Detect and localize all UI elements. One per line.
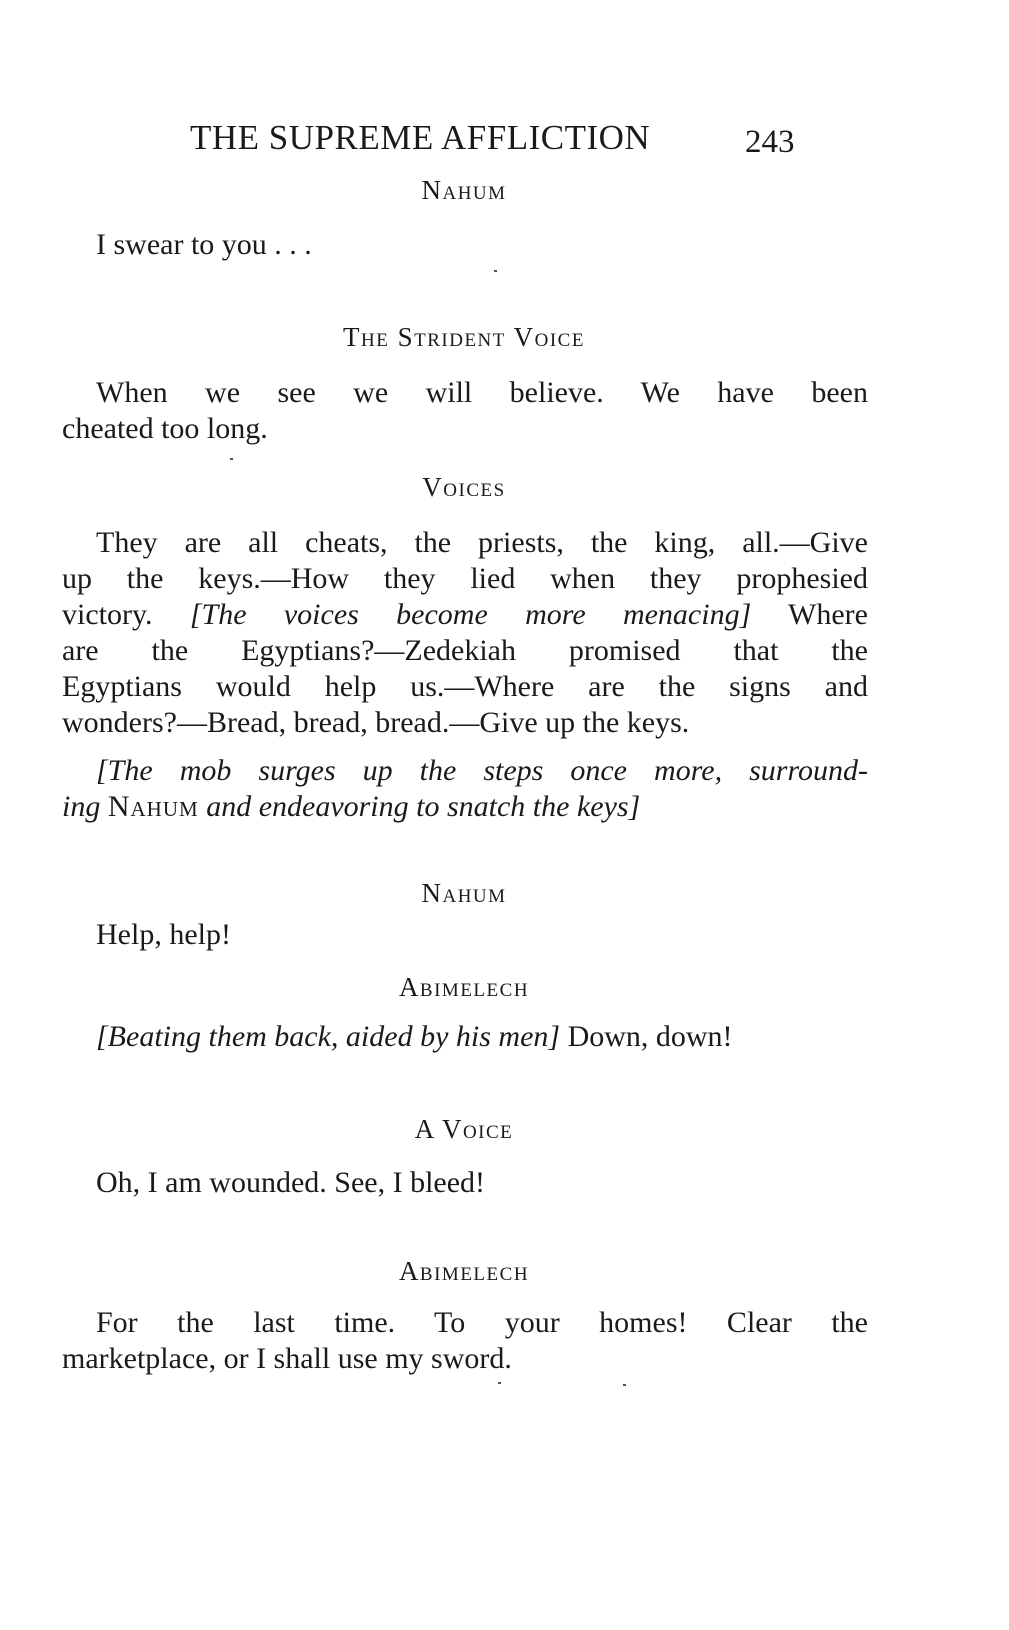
dialogue-line: wonders?—Bread, bread, bread.—Give up the keys. [62, 706, 690, 739]
dialogue-line: Egyptians would help us.—Where are the signs and [62, 670, 868, 703]
speaker-name: Voices [422, 472, 506, 502]
stage-direction: [The mob surges up the steps once more, surround- [96, 754, 868, 787]
dialogue-line [62, 1018, 902, 1055]
dialogue-line: marketplace, or I shall use my sword. [62, 1342, 512, 1375]
dialogue-line: Oh, I am wounded. See, I bleed! [96, 1166, 486, 1199]
dialogue-line: For the last time. To your homes! Clear the [96, 1306, 868, 1339]
stage-direction: [The voices become more menacing] [189, 598, 752, 631]
dialogue-line: I swear to you . . . [96, 228, 312, 261]
speaker-name: Nahum [421, 175, 507, 205]
speaker-name: The Strident Voice [343, 322, 585, 352]
speaker-name: A Voice [414, 1114, 514, 1144]
scan-speck [494, 270, 497, 272]
dialogue-line: Help, help! [96, 918, 231, 951]
stage-text: and endeavoring to snatch the keys] [198, 790, 641, 823]
dialogue-line: are the Egyptians?—Zedekiah promised that the [62, 634, 868, 667]
dialogue-line: cheated too long. [62, 412, 268, 445]
page-number: 243 [745, 124, 795, 160]
stage-direction: [Beating them back, aided by his men] [96, 1020, 561, 1053]
character-name: Nahum [107, 790, 199, 823]
scan-speck [230, 458, 233, 460]
stage-direction [62, 788, 868, 825]
stage-text: ing [62, 790, 108, 823]
dialogue-line [62, 596, 868, 633]
dialogue-text: victory. [62, 598, 190, 631]
dialogue-text: Down, down! [560, 1020, 733, 1053]
speaker-name: Abimelech [398, 972, 530, 1002]
scan-speck [498, 1382, 501, 1384]
dialogue-line: up the keys.—How they lied when they prophesied [62, 562, 868, 595]
speaker-name: Nahum [421, 878, 507, 908]
dialogue-line: They are all cheats, the priests, the king, all.—Give [96, 526, 868, 559]
scan-speck [623, 1384, 626, 1386]
speaker-name: Abimelech [398, 1256, 530, 1286]
dialogue-text: Where [751, 598, 868, 631]
running-title: THE SUPREME AFFLICTION [190, 118, 651, 157]
dialogue-line: When we see we will believe. We have been [96, 376, 868, 409]
